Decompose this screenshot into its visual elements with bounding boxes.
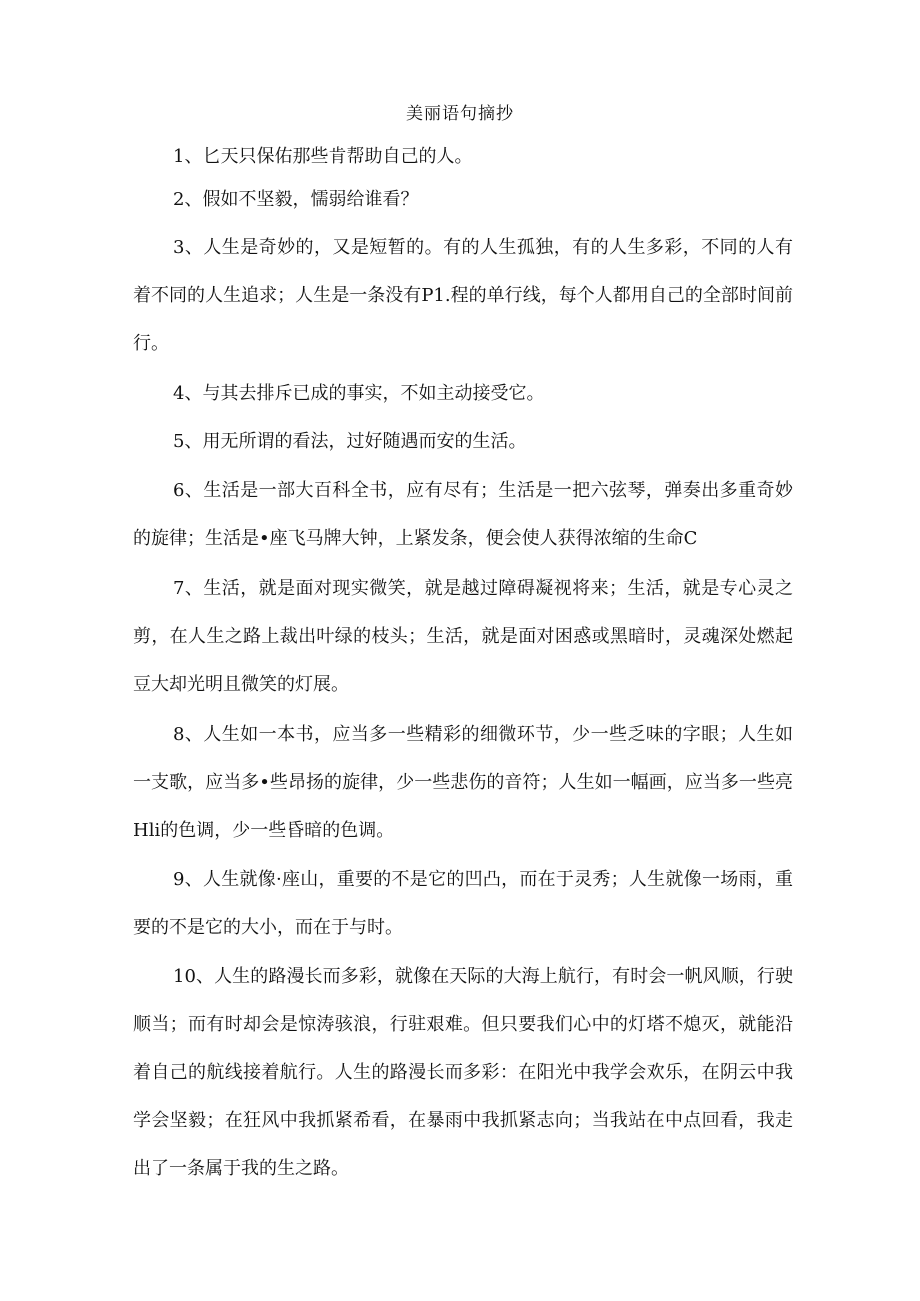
- quote-paragraph-4: 4、与其去排斥已成的事实，不如主动接受它。: [173, 383, 545, 404]
- quote-paragraph-8: 8、人生如一本书，应当多一些精彩的细微环节，少一些乏味的字眼；人生如一支歌，应当多•些昂扬的旋律，少一些悲伤的音符；人生如一幅画，应当多一些亮Hli的色调，少一些昏暗的色调。: [133, 724, 793, 841]
- page-title: 美丽语句摘抄: [406, 104, 514, 124]
- quote-paragraph-6: 6、生活是一部大百科全书，应有尽有；生活是一把六弦琴，弹奏出多重奇妙的旋律；生活是•座飞马牌大钟，上紧发条，便会使人获得浓缩的生命C: [133, 480, 793, 549]
- quote-paragraph-9: 9、人生就像·座山，重要的不是它的凹凸，而在于灵秀；人生就像一场雨，重要的不是它的大小，而在于与时。: [133, 869, 793, 938]
- quote-paragraph-1: 1、匕天只保佑那些肯帮助自己的人。: [173, 146, 473, 167]
- quote-paragraph-5: 5、用无所谓的看法，过好随遇而安的生活。: [173, 431, 527, 452]
- quote-paragraph-2: 2、假如不坚毅，懦弱给谁看？: [173, 189, 419, 210]
- quote-paragraph-3: 3、人生是奇妙的，又是短暂的。有的人生孤独，有的人生多彩，不同的人有着不同的人生追求；人生是一条没有P1.程的单行线，每个人都用自己的全部时间前行。: [133, 237, 793, 354]
- quote-paragraph-7: 7、生活，就是面对现实微笑，就是越过障碍凝视将来；生活，就是专心灵之剪，在人生之路上裁出叶绿的枝头；生活，就是面对困惑或黑暗时，灵魂深处燃起豆大却光明且微笑的灯展。: [133, 578, 793, 695]
- quote-paragraph-10: 10、人生的路漫长而多彩，就像在天际的大海上航行，有时会一帆风顺，行驶顺当；而有时却会是惊涛骇浪，行驻艰难。但只要我们心中的灯塔不熄灭，就能沿着自己的航线接着航行。人生的路漫长而多彩：在阳光中我学会欢乐，在阴云中我学会坚毅；在狂风中我抓紧希看，在暴雨中我抓紧志向；当我站在中点回看，我走出了一条属于我的生之路。: [133, 966, 793, 1179]
